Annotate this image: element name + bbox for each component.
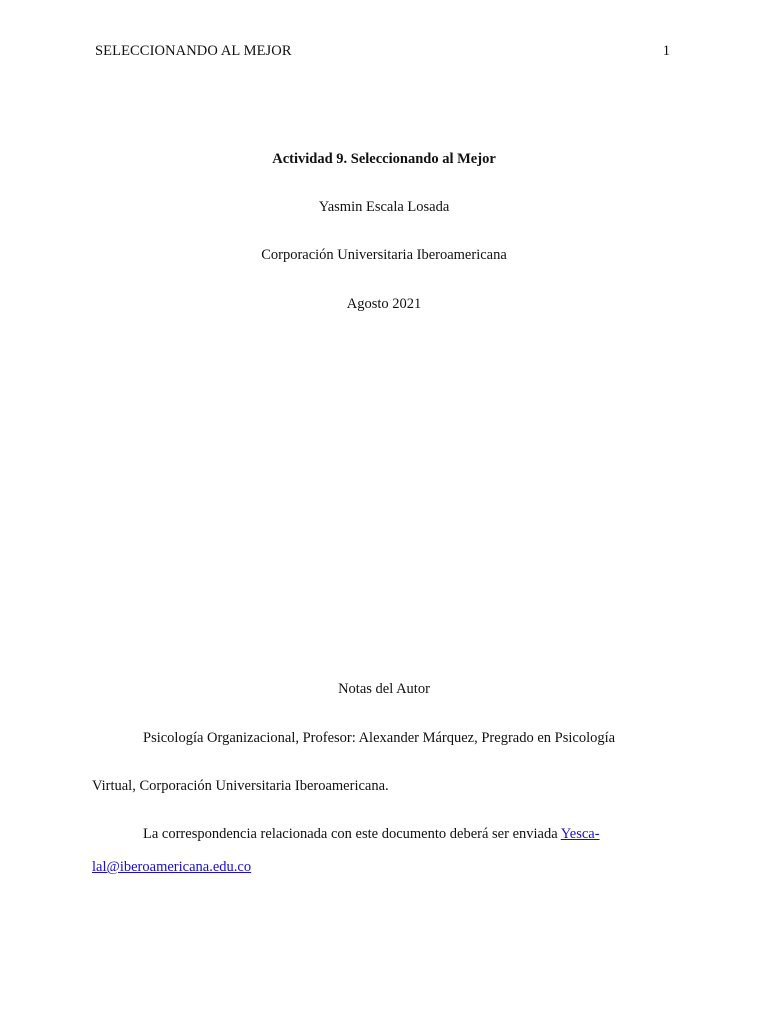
running-head: SELECCIONANDO AL MEJOR <box>95 43 292 59</box>
email-link-part-2[interactable]: lal@iberoamericana.edu.co <box>92 859 252 875</box>
page-number: 1 <box>662 43 670 59</box>
author-notes-line-2: Virtual, Corporación Universitaria Iberoamericana. <box>92 778 389 794</box>
correspondence-line <box>143 826 600 843</box>
author-name: Yasmin Escala Losada <box>318 199 450 215</box>
author-notes-line-1: Psicología Organizacional, Profesor: Alexander Márquez, Pregrado en Psicología <box>143 730 616 746</box>
email-link-part-1[interactable]: Yesca- <box>560 826 600 842</box>
document-title: Actividad 9. Seleccionando al Mejor <box>272 151 496 167</box>
author-notes-heading: Notas del Autor <box>338 681 430 697</box>
institution-name: Corporación Universitaria Iberoamericana <box>261 247 507 263</box>
document-date: Agosto 2021 <box>346 296 422 312</box>
correspondence-text: La correspondencia relacionada con este documento deberá ser enviada <box>143 826 561 842</box>
email-line <box>92 859 251 876</box>
